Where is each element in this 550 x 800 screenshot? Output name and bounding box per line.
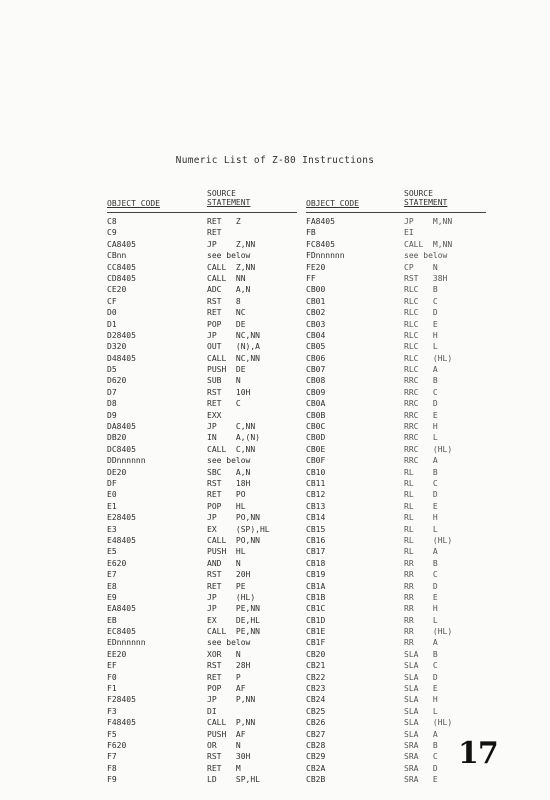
left-object-code-cell: EA8405 — [107, 604, 136, 614]
left-source-statement-cell: see below — [207, 251, 251, 261]
left-object-code-cell: DB20 — [107, 433, 127, 443]
right-source-statement-cell: RRC (HL) — [404, 444, 453, 454]
right-object-code-cell: CB0D — [306, 433, 326, 443]
left-object-code-cell: C9 — [107, 228, 117, 238]
right-source-statement-cell: RRC B — [404, 376, 438, 386]
right-source-statement-cell: CP N — [404, 262, 438, 272]
left-object-code-cell: CBnn — [107, 251, 127, 261]
left-object-code-cell: E7 — [107, 570, 117, 580]
right-object-code-cell: CB21 — [306, 661, 326, 671]
right-object-code-cell: FE20 — [306, 262, 326, 272]
left-source-statement-cell: JP PE,NN — [207, 604, 260, 614]
left-object-code-cell: E8 — [107, 581, 117, 591]
left-object-code-cell: D320 — [107, 342, 127, 352]
right-object-code-cell: CB24 — [306, 695, 326, 705]
left-source-statement-cell: RST 28H — [207, 661, 251, 671]
right-source-statement-cell: RR (HL) — [404, 627, 453, 637]
left-source-statement-cell: RST 20H — [207, 570, 251, 580]
left-object-code-cell: D5 — [107, 365, 117, 375]
left-object-code-cell: EF — [107, 661, 117, 671]
header-source-right-bottom: STATEMENT — [404, 198, 448, 207]
right-source-statement-cell: SRA D — [404, 763, 438, 773]
left-source-statement-cell: LD SP,HL — [207, 775, 260, 785]
right-object-code-cell: CB20 — [306, 649, 326, 659]
right-object-code-cell: CB08 — [306, 376, 326, 386]
left-object-code-cell: F3 — [107, 706, 117, 716]
left-object-code-cell: EE20 — [107, 649, 127, 659]
left-object-code-cell: EB — [107, 615, 117, 625]
header-rule-right — [306, 212, 486, 213]
left-source-statement-cell: JP P,NN — [207, 695, 256, 705]
right-object-code-cell: CB03 — [306, 319, 326, 329]
right-object-code-cell: CB0A — [306, 399, 326, 409]
header-object-code-right — [306, 199, 359, 208]
left-object-code-cell: D7 — [107, 387, 117, 397]
right-object-code-cell: CB26 — [306, 718, 326, 728]
right-source-statement-cell: RR D — [404, 581, 438, 591]
right-object-code-cell: FDnnnnnn — [306, 251, 345, 261]
right-object-code-cell: CB12 — [306, 490, 326, 500]
right-source-statement-cell: JP M,NN — [404, 217, 453, 226]
left-object-code-cell: F620 — [107, 740, 127, 750]
left-object-code-cell: D0 — [107, 308, 117, 318]
left-source-statement-cell: DI — [207, 706, 217, 716]
left-object-code-cell: DDnnnnnn — [107, 456, 146, 466]
left-object-code-cell: D8 — [107, 399, 117, 409]
right-object-code-cell: FF — [306, 273, 316, 283]
left-source-statement-cell: JP NC,NN — [207, 330, 260, 340]
right-source-statement-cell: RLC H — [404, 330, 438, 340]
right-source-statement-cell: RL H — [404, 513, 438, 523]
right-object-code-cell: CB1C — [306, 604, 326, 614]
left-object-code-cell: F5 — [107, 729, 117, 739]
right-source-statement-cell: RR A — [404, 638, 438, 648]
left-source-statement-cell: RET — [207, 228, 222, 238]
left-source-statement-cell: POP DE — [207, 319, 246, 329]
right-source-statement-cell: RRC E — [404, 410, 438, 420]
left-source-statement-cell: RET PE — [207, 581, 246, 591]
left-source-statement-cell: RET NC — [207, 308, 246, 318]
right-object-code-cell: CB29 — [306, 752, 326, 762]
left-object-code-cell: DC8405 — [107, 444, 136, 454]
left-source-statement-cell: SUB N — [207, 376, 241, 386]
left-source-statement-cell: RET P — [207, 672, 241, 682]
header-source-statement-right — [404, 189, 447, 207]
right-source-statement-cell: see below — [404, 251, 448, 261]
left-source-statement-cell: JP Z,NN — [207, 239, 256, 249]
left-source-statement-cell: ADC A,N — [207, 285, 251, 295]
left-source-statement-cell: CALL Z,NN — [207, 262, 256, 272]
left-source-statement-cell: CALL C,NN — [207, 444, 256, 454]
left-object-code-cell: F48405 — [107, 718, 136, 728]
page-title: Numeric List of Z-80 Instructions — [175, 155, 375, 166]
left-source-statement-cell: OUT (N),A — [207, 342, 260, 352]
right-source-statement-cell: SRA E — [404, 775, 438, 785]
header-object-code-left-label: OBJECT CODE — [107, 199, 160, 208]
right-object-code-cell: CB13 — [306, 501, 326, 511]
right-source-statement-cell: RLC (HL) — [404, 353, 453, 363]
left-source-statement-cell: CALL PE,NN — [207, 627, 260, 637]
right-source-statement-cell: RLC B — [404, 285, 438, 295]
left-source-statement-cell: POP AF — [207, 684, 246, 694]
right-source-statement-cell: SRA C — [404, 752, 438, 762]
page-number: 17 — [458, 736, 498, 771]
left-object-code-cell: CA8405 — [107, 239, 136, 249]
left-source-statement-cell: RST 10H — [207, 387, 251, 397]
right-source-statement-cell: RR C — [404, 570, 438, 580]
header-object-code-right-label: OBJECT CODE — [306, 199, 359, 208]
right-object-code-cell: CB0C — [306, 422, 326, 432]
right-source-statement-cell: RLC L — [404, 342, 438, 352]
right-object-code-cell: CB16 — [306, 535, 326, 545]
right-source-statement-cell: RR B — [404, 558, 438, 568]
right-source-statement-cell: EI — [404, 228, 414, 238]
left-object-code-cell: DF — [107, 478, 117, 488]
right-source-statement-cell: CALL M,NN — [404, 239, 453, 249]
right-object-code-cell: CB00 — [306, 285, 326, 295]
right-object-code-cell: FB — [306, 228, 316, 238]
right-object-code-cell: CB0E — [306, 444, 326, 454]
right-source-statement-cell: RRC D — [404, 399, 438, 409]
right-source-statement-cell: SLA C — [404, 661, 438, 671]
header-object-code-left — [107, 199, 160, 208]
left-source-statement-cell: EXX — [207, 410, 222, 420]
right-source-statement-cell: RL C — [404, 478, 438, 488]
left-object-code-cell: F28405 — [107, 695, 136, 705]
right-object-code-cell: CB27 — [306, 729, 326, 739]
right-object-code-cell: CB1B — [306, 592, 326, 602]
right-object-code-cell: CB19 — [306, 570, 326, 580]
left-source-statement-cell: EX DE,HL — [207, 615, 260, 625]
right-object-code-cell: CB15 — [306, 524, 326, 534]
left-object-code-cell: C8 — [107, 217, 117, 226]
left-source-statement-cell: RST 18H — [207, 478, 251, 488]
right-object-code-cell: CB23 — [306, 684, 326, 694]
left-source-statement-cell: RET M — [207, 763, 241, 773]
right-object-code-cell: CB1F — [306, 638, 326, 648]
left-object-code-column — [107, 216, 146, 786]
left-object-code-cell: F7 — [107, 752, 117, 762]
left-source-statement-cell: AND N — [207, 558, 241, 568]
left-object-code-cell: E3 — [107, 524, 117, 534]
left-source-statement-cell: PUSH AF — [207, 729, 246, 739]
left-source-statement-cell: CALL PO,NN — [207, 535, 260, 545]
header-source-left-top: SOURCE — [207, 189, 236, 198]
left-source-statement-cell: OR N — [207, 740, 241, 750]
header-rule-left — [107, 212, 297, 213]
left-object-code-cell: F9 — [107, 775, 117, 785]
right-object-code-cell: CB1D — [306, 615, 326, 625]
left-object-code-cell: EDnnnnnn — [107, 638, 146, 648]
left-source-statement-cell: RET Z — [207, 217, 241, 226]
right-object-code-cell: CB05 — [306, 342, 326, 352]
left-source-statement-cell: see below — [207, 456, 251, 466]
left-source-statement-cell: JP C,NN — [207, 422, 256, 432]
right-source-statement-cell: RLC A — [404, 365, 438, 375]
left-object-code-cell: CC8405 — [107, 262, 136, 272]
right-object-code-column — [306, 216, 345, 786]
right-object-code-cell: CB28 — [306, 740, 326, 750]
right-source-statement-cell: RR L — [404, 615, 438, 625]
left-object-code-cell: E9 — [107, 592, 117, 602]
header-source-right-top: SOURCE — [404, 189, 433, 198]
right-source-statement-cell: SLA (HL) — [404, 718, 453, 728]
left-source-statement-cell: XOR N — [207, 649, 241, 659]
right-source-statement-cell: SLA E — [404, 684, 438, 694]
right-object-code-cell: CB09 — [306, 387, 326, 397]
left-object-code-cell: E48405 — [107, 535, 136, 545]
right-source-statement-cell: RL B — [404, 467, 438, 477]
left-object-code-cell: DA8405 — [107, 422, 136, 432]
left-object-code-cell: E5 — [107, 547, 117, 557]
left-object-code-cell: E0 — [107, 490, 117, 500]
right-object-code-cell: CB1E — [306, 627, 326, 637]
right-source-statement-cell: RL L — [404, 524, 438, 534]
right-source-statement-cell: RRC A — [404, 456, 438, 466]
left-object-code-cell: CD8405 — [107, 273, 136, 283]
right-object-code-cell: CB04 — [306, 330, 326, 340]
right-source-statement-cell: RLC E — [404, 319, 438, 329]
left-source-statement-cell: IN A,(N) — [207, 433, 260, 443]
left-object-code-cell: D9 — [107, 410, 117, 420]
right-object-code-cell: CB01 — [306, 296, 326, 306]
right-object-code-cell: CB0F — [306, 456, 326, 466]
right-source-statement-cell: SLA A — [404, 729, 438, 739]
right-source-statement-cell: SLA H — [404, 695, 438, 705]
left-source-statement-cell: PUSH HL — [207, 547, 246, 557]
left-object-code-cell: CF — [107, 296, 117, 306]
left-source-statement-cell: CALL NN — [207, 273, 246, 283]
left-source-statement-cell: RST 8 — [207, 296, 241, 306]
right-object-code-cell: CB2A — [306, 763, 326, 773]
left-object-code-cell: E620 — [107, 558, 127, 568]
left-source-statement-cell: CALL P,NN — [207, 718, 256, 728]
right-object-code-cell: CB14 — [306, 513, 326, 523]
right-source-statement-column — [404, 216, 452, 786]
right-source-statement-cell: RL (HL) — [404, 535, 453, 545]
right-object-code-cell: FA8405 — [306, 217, 335, 226]
left-source-statement-cell: EX (SP),HL — [207, 524, 270, 534]
left-source-statement-cell: JP (HL) — [207, 592, 256, 602]
left-object-code-cell: E1 — [107, 501, 117, 511]
left-source-statement-cell: RET C — [207, 399, 241, 409]
right-object-code-cell: CB10 — [306, 467, 326, 477]
left-object-code-cell: D48405 — [107, 353, 136, 363]
right-source-statement-cell: RLC D — [404, 308, 438, 318]
left-source-statement-column — [207, 216, 270, 786]
left-source-statement-cell: JP PO,NN — [207, 513, 260, 523]
right-object-code-cell: CB11 — [306, 478, 326, 488]
right-source-statement-cell: SRA B — [404, 740, 438, 750]
left-object-code-cell: F8 — [107, 763, 117, 773]
left-object-code-cell: D28405 — [107, 330, 136, 340]
left-object-code-cell: EC8405 — [107, 627, 136, 637]
right-source-statement-cell: RLC C — [404, 296, 438, 306]
right-object-code-cell: CB0B — [306, 410, 326, 420]
left-source-statement-cell: RET PO — [207, 490, 246, 500]
left-object-code-cell: CE20 — [107, 285, 127, 295]
left-source-statement-cell: PUSH DE — [207, 365, 246, 375]
right-object-code-cell: CB17 — [306, 547, 326, 557]
right-object-code-cell: CB06 — [306, 353, 326, 363]
right-object-code-cell: CB22 — [306, 672, 326, 682]
right-source-statement-cell: RL A — [404, 547, 438, 557]
left-source-statement-cell: see below — [207, 638, 251, 648]
right-source-statement-cell: RL E — [404, 501, 438, 511]
left-object-code-cell: F1 — [107, 684, 117, 694]
right-object-code-cell: FC8405 — [306, 239, 335, 249]
right-source-statement-cell: RR H — [404, 604, 438, 614]
right-object-code-cell: CB18 — [306, 558, 326, 568]
right-object-code-cell: CB07 — [306, 365, 326, 375]
left-object-code-cell: D620 — [107, 376, 127, 386]
right-source-statement-cell: RL D — [404, 490, 438, 500]
left-object-code-cell: DE20 — [107, 467, 127, 477]
left-source-statement-cell: POP HL — [207, 501, 246, 511]
right-source-statement-cell: SLA D — [404, 672, 438, 682]
left-source-statement-cell: SBC A,N — [207, 467, 251, 477]
right-source-statement-cell: SLA L — [404, 706, 438, 716]
header-source-statement-left — [207, 189, 250, 207]
right-source-statement-cell: RRC H — [404, 422, 438, 432]
left-source-statement-cell: RST 30H — [207, 752, 251, 762]
left-object-code-cell: F0 — [107, 672, 117, 682]
right-object-code-cell: CB1A — [306, 581, 326, 591]
left-object-code-cell: E28405 — [107, 513, 136, 523]
left-source-statement-cell: CALL NC,NN — [207, 353, 260, 363]
right-object-code-cell: CB2B — [306, 775, 326, 785]
right-object-code-cell: CB02 — [306, 308, 326, 318]
right-object-code-cell: CB25 — [306, 706, 326, 716]
right-source-statement-cell: SLA B — [404, 649, 438, 659]
right-source-statement-cell: RRC C — [404, 387, 438, 397]
header-source-left-bottom: STATEMENT — [207, 198, 251, 207]
right-source-statement-cell: RST 38H — [404, 273, 448, 283]
left-object-code-cell: D1 — [107, 319, 117, 329]
right-source-statement-cell: RR E — [404, 592, 438, 602]
right-source-statement-cell: RRC L — [404, 433, 438, 443]
